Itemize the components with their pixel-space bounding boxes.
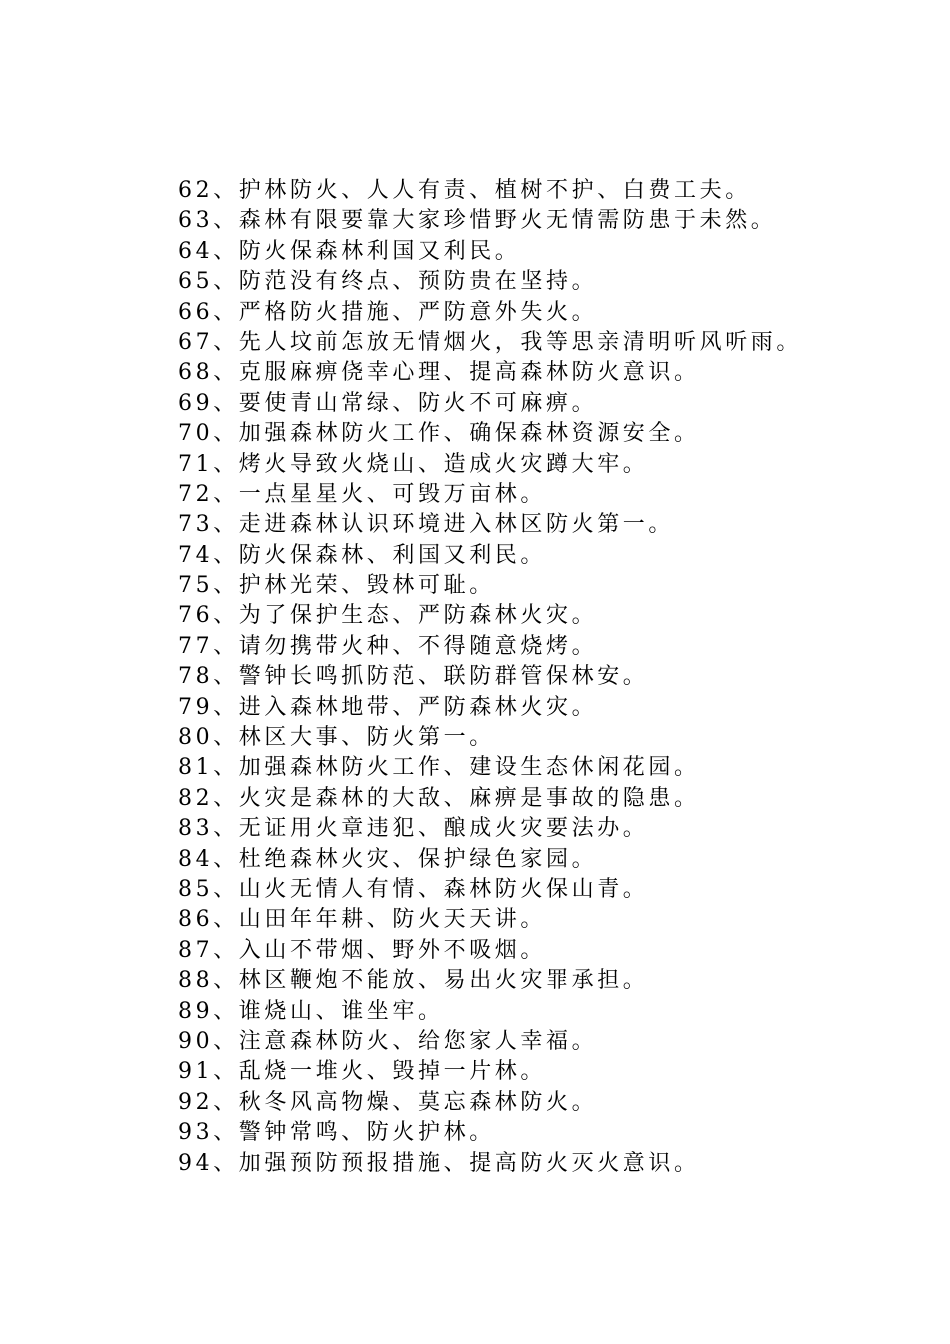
slogan-line: 80、林区大事、防火第一。	[178, 725, 495, 751]
slogan-line: 81、加强森林防火工作、建设生态休闲花园。	[178, 755, 700, 781]
slogan-line: 66、严格防火措施、严防意外失火。	[178, 299, 598, 325]
slogan-line: 63、森林有限要靠大家珍惜野火无情需防患于未然。	[178, 208, 777, 234]
slogan-line: 86、山田年年耕、防火天天讲。	[178, 907, 546, 933]
slogan-list	[178, 176, 802, 1179]
slogan-line: 82、火灾是森林的大敌、麻痹是事故的隐患。	[178, 785, 700, 811]
slogan-line: 90、注意森林防火、给您家人幸福。	[178, 1028, 598, 1054]
slogan-line: 67、先人坟前怎放无情烟火，我等思亲清明听风听雨。	[178, 329, 802, 355]
slogan-line: 94、加强预防预报措施、提高防火灭火意识。	[178, 1150, 700, 1176]
slogan-line: 73、走进森林认识环境进入林区防火第一。	[178, 512, 674, 538]
slogan-line: 84、杜绝森林火灾、保护绿色家园。	[178, 846, 598, 872]
slogan-line: 88、林区鞭炮不能放、易出火灾罪承担。	[178, 968, 649, 994]
slogan-line: 93、警钟常鸣、防火护林。	[178, 1120, 495, 1146]
slogan-line: 65、防范没有终点、预防贵在坚持。	[178, 269, 598, 295]
slogan-line: 64、防火保森林利国又利民。	[178, 238, 521, 264]
slogan-line: 70、加强森林防火工作、确保森林资源安全。	[178, 421, 700, 447]
slogan-line: 89、谁烧山、谁坐牢。	[178, 998, 444, 1024]
slogan-line: 91、乱烧一堆火、毁掉一片林。	[178, 1059, 546, 1085]
slogan-line: 77、请勿携带火种、不得随意烧烤。	[178, 633, 598, 659]
slogan-line: 62、护林防火、人人有责、植树不护、白费工夫。	[178, 178, 751, 203]
slogan-line: 71、烤火导致火烧山、造成火灾蹲大牢。	[178, 451, 649, 477]
slogan-line: 92、秋冬风高物燥、莫忘森林防火。	[178, 1089, 598, 1115]
slogan-line: 68、克服麻痹侥幸心理、提高森林防火意识。	[178, 360, 700, 386]
slogan-line: 75、护林光荣、毁林可耻。	[178, 573, 495, 599]
slogan-line: 76、为了保护生态、严防森林火灾。	[178, 603, 598, 629]
slogan-line: 85、山火无情人有情、森林防火保山青。	[178, 876, 649, 902]
slogan-line: 83、无证用火章违犯、酿成火灾要法办。	[178, 816, 649, 842]
slogan-line: 74、防火保森林、利国又利民。	[178, 542, 546, 568]
slogan-line: 79、进入森林地带、严防森林火灾。	[178, 694, 598, 720]
slogan-line: 69、要使青山常绿、防火不可麻痹。	[178, 390, 598, 416]
slogan-line: 87、入山不带烟、野外不吸烟。	[178, 937, 546, 963]
slogan-line: 72、一点星星火、可毁万亩林。	[178, 481, 546, 507]
slogan-line: 78、警钟长鸣抓防范、联防群管保林安。	[178, 664, 649, 690]
